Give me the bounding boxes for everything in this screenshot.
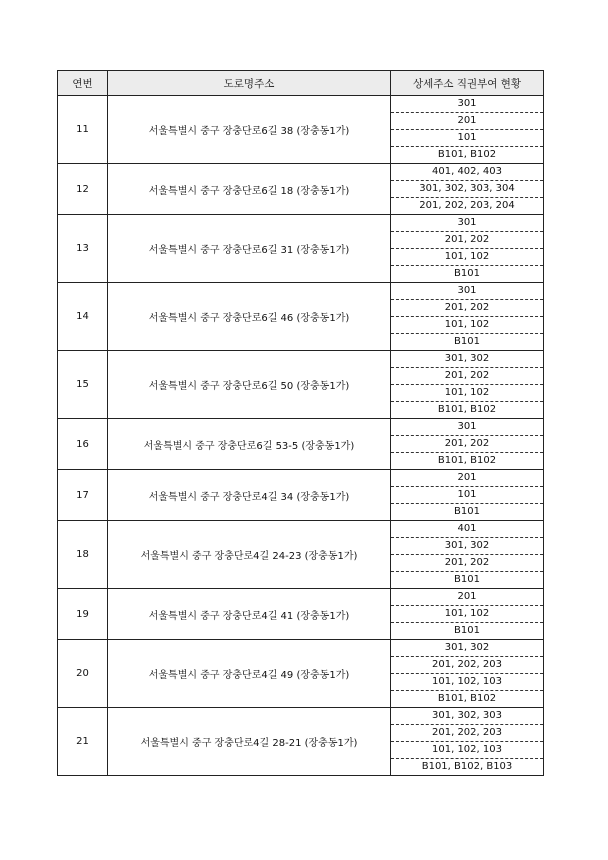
road-address: 서울특별시 중구 장충단로6길 53-5 (장충동1가) bbox=[108, 419, 391, 470]
table-body bbox=[58, 96, 544, 776]
road-address: 서울특별시 중구 장충단로4길 41 (장충동1가) bbox=[108, 589, 391, 640]
row-number: 11 bbox=[58, 96, 108, 164]
row-number: 15 bbox=[58, 351, 108, 419]
detail-address: B101, B102 bbox=[391, 453, 544, 470]
table-row bbox=[58, 215, 544, 232]
detail-address: B101, B102 bbox=[391, 147, 544, 164]
row-number: 12 bbox=[58, 164, 108, 215]
detail-address: 301, 302, 303 bbox=[391, 708, 544, 725]
detail-address: 201, 202 bbox=[391, 368, 544, 385]
table-row bbox=[58, 419, 544, 436]
row-number: 19 bbox=[58, 589, 108, 640]
road-address: 서울특별시 중구 장충단로6길 38 (장충동1가) bbox=[108, 96, 391, 164]
detail-address: B101 bbox=[391, 623, 544, 640]
table-row bbox=[58, 521, 544, 538]
detail-address: 301, 302 bbox=[391, 640, 544, 657]
detail-address: 301 bbox=[391, 419, 544, 436]
detail-address: B101 bbox=[391, 504, 544, 521]
road-address: 서울특별시 중구 장충단로6길 18 (장충동1가) bbox=[108, 164, 391, 215]
detail-address: 101 bbox=[391, 130, 544, 147]
header-row bbox=[58, 71, 544, 96]
table-row bbox=[58, 589, 544, 606]
detail-address: B101 bbox=[391, 572, 544, 589]
detail-address: B101 bbox=[391, 266, 544, 283]
detail-address: 301 bbox=[391, 215, 544, 232]
detail-address: 301, 302 bbox=[391, 538, 544, 555]
address-table bbox=[57, 70, 544, 776]
road-address: 서울특별시 중구 장충단로4길 28-21 (장충동1가) bbox=[108, 708, 391, 776]
detail-address: 401 bbox=[391, 521, 544, 538]
table-row bbox=[58, 96, 544, 113]
row-number: 14 bbox=[58, 283, 108, 351]
detail-address: 201, 202 bbox=[391, 436, 544, 453]
detail-address: B101, B102, B103 bbox=[391, 759, 544, 776]
row-number: 13 bbox=[58, 215, 108, 283]
header-no: 연번 bbox=[58, 71, 108, 96]
row-number: 20 bbox=[58, 640, 108, 708]
row-number: 16 bbox=[58, 419, 108, 470]
detail-address: 201 bbox=[391, 113, 544, 130]
header-road-address: 도로명주소 bbox=[108, 71, 391, 96]
detail-address: 101 bbox=[391, 487, 544, 504]
road-address: 서울특별시 중구 장충단로4길 34 (장충동1가) bbox=[108, 470, 391, 521]
detail-address: 301 bbox=[391, 96, 544, 113]
row-number: 17 bbox=[58, 470, 108, 521]
detail-address: 401, 402, 403 bbox=[391, 164, 544, 181]
road-address: 서울특별시 중구 장충단로6길 50 (장충동1가) bbox=[108, 351, 391, 419]
detail-address: 301, 302 bbox=[391, 351, 544, 368]
detail-address: 201, 202, 203 bbox=[391, 657, 544, 674]
table-row bbox=[58, 351, 544, 368]
table-row bbox=[58, 164, 544, 181]
detail-address: 201 bbox=[391, 589, 544, 606]
detail-address: 301 bbox=[391, 283, 544, 300]
table-row bbox=[58, 470, 544, 487]
detail-address: B101, B102 bbox=[391, 402, 544, 419]
detail-address: 201, 202 bbox=[391, 555, 544, 572]
road-address: 서울특별시 중구 장충단로6길 31 (장충동1가) bbox=[108, 215, 391, 283]
detail-address: 201 bbox=[391, 470, 544, 487]
detail-address: 301, 302, 303, 304 bbox=[391, 181, 544, 198]
detail-address: 101, 102 bbox=[391, 606, 544, 623]
table-row bbox=[58, 283, 544, 300]
road-address: 서울특별시 중구 장충단로6길 46 (장충동1가) bbox=[108, 283, 391, 351]
detail-address: 101, 102 bbox=[391, 249, 544, 266]
detail-address: 101, 102 bbox=[391, 385, 544, 402]
road-address: 서울특별시 중구 장충단로4길 24-23 (장충동1가) bbox=[108, 521, 391, 589]
detail-address: B101, B102 bbox=[391, 691, 544, 708]
table-row bbox=[58, 708, 544, 725]
table-row bbox=[58, 640, 544, 657]
detail-address: 201, 202 bbox=[391, 300, 544, 317]
header-detail-address: 상세주소 직권부여 현황 bbox=[391, 71, 544, 96]
detail-address: B101 bbox=[391, 334, 544, 351]
row-number: 21 bbox=[58, 708, 108, 776]
detail-address: 201, 202 bbox=[391, 232, 544, 249]
detail-address: 101, 102, 103 bbox=[391, 674, 544, 691]
detail-address: 201, 202, 203 bbox=[391, 725, 544, 742]
road-address: 서울특별시 중구 장충단로4길 49 (장충동1가) bbox=[108, 640, 391, 708]
detail-address: 101, 102 bbox=[391, 317, 544, 334]
detail-address: 101, 102, 103 bbox=[391, 742, 544, 759]
detail-address: 201, 202, 203, 204 bbox=[391, 198, 544, 215]
row-number: 18 bbox=[58, 521, 108, 589]
